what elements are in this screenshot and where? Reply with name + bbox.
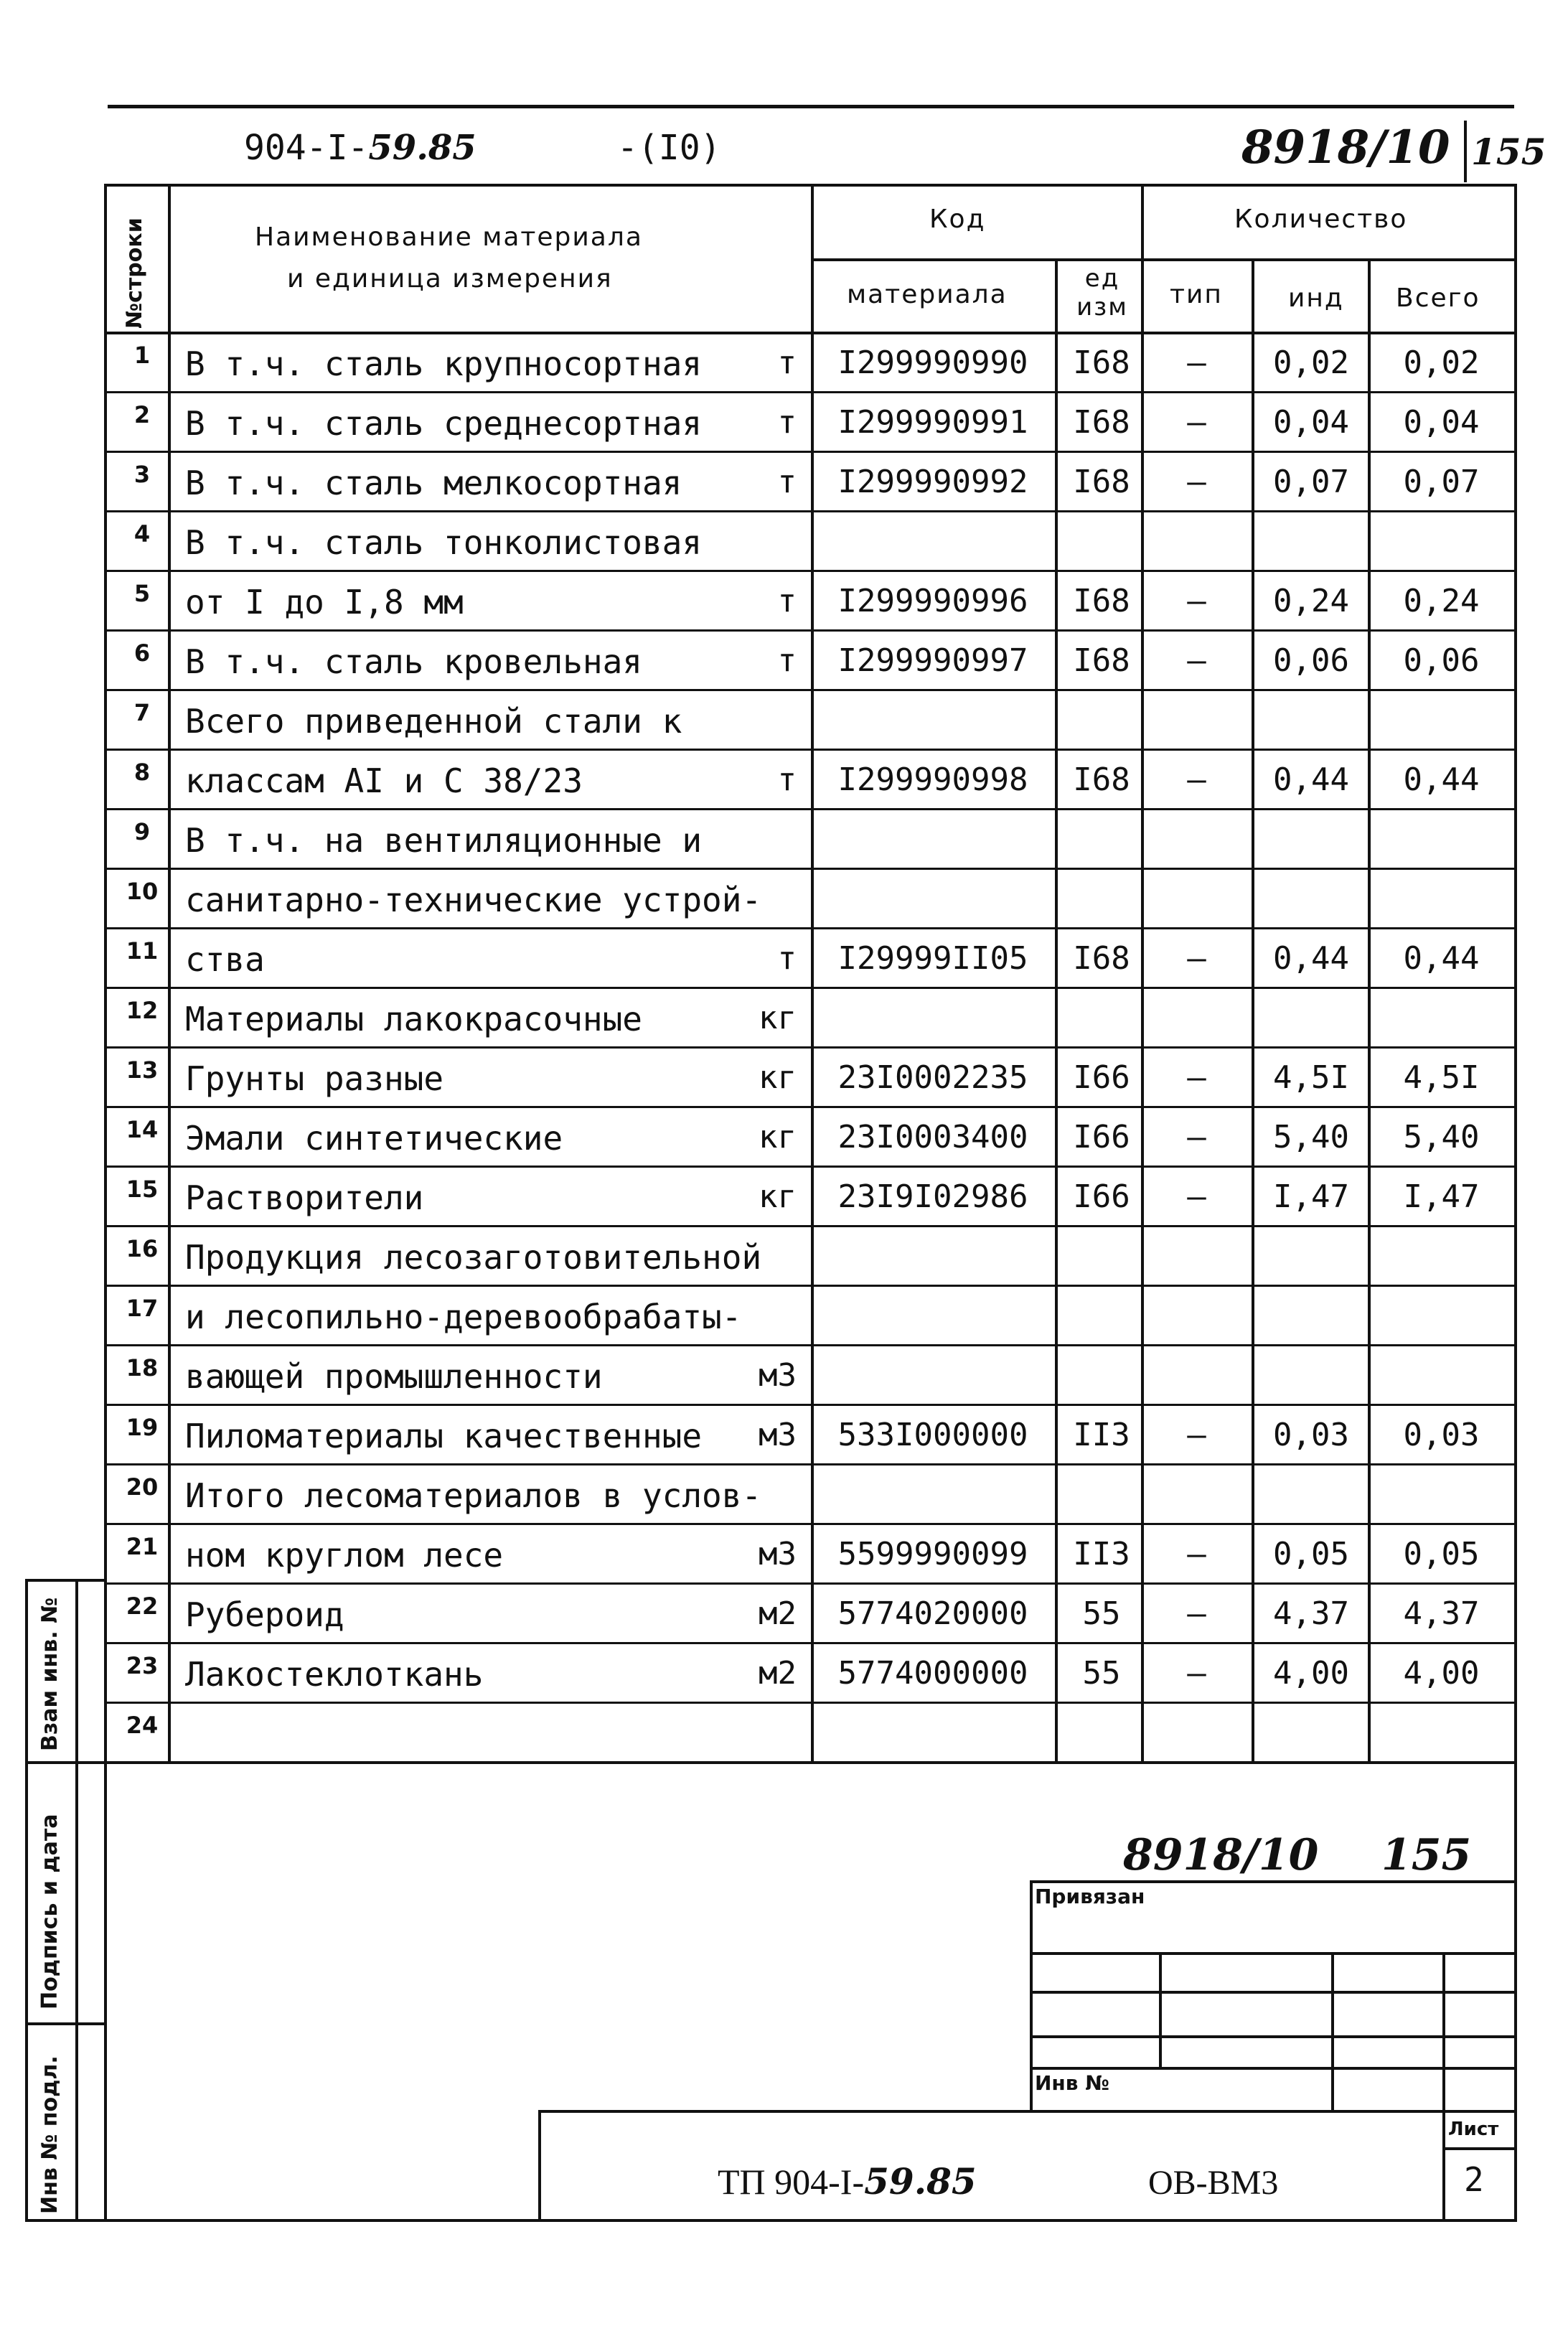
material-code: 5774020000 [837, 1595, 1028, 1632]
row-number: 12 [126, 997, 159, 1024]
material-unit: т [777, 583, 797, 619]
material-name: санитарно-технические устрой- [185, 881, 762, 919]
unit-code: I68 [1073, 583, 1130, 619]
privyazan-top [1030, 1880, 1517, 1883]
top-rule-tick [1464, 121, 1467, 182]
table-right-edge [1514, 184, 1517, 2222]
material-unit: т [777, 344, 797, 381]
qty-total: 4,00 [1403, 1655, 1480, 1692]
side-stamp-left-edge [25, 1579, 28, 2222]
qty-total: 4,5I [1403, 1059, 1480, 1096]
qty-ind: 5,40 [1273, 1119, 1349, 1155]
archive-number: 8918/10 [1241, 121, 1450, 174]
col-header-qty-total: Всего [1396, 283, 1480, 313]
row-rule [104, 1166, 1517, 1168]
row-rule [104, 1344, 1517, 1346]
material-code: I299990992 [837, 464, 1028, 500]
qty-type: – [1187, 761, 1206, 798]
material-name: Итого лесоматериалов в услов- [185, 1476, 762, 1515]
material-name: Пиломатериалы качественные [185, 1417, 703, 1455]
qty-ind: 4,5I [1273, 1059, 1349, 1096]
col-rule-ed [1141, 184, 1144, 1763]
qty-type: – [1187, 404, 1206, 441]
qty-total: 0,44 [1403, 940, 1480, 977]
qty-type: – [1187, 1595, 1206, 1632]
unit-code: I66 [1073, 1119, 1130, 1155]
privyazan-label: Привязан [1035, 1885, 1145, 1908]
qty-total: 0,03 [1403, 1417, 1480, 1453]
row-number: 10 [126, 878, 159, 905]
material-code: 5774000000 [837, 1655, 1028, 1692]
qty-total: 0,06 [1403, 642, 1480, 679]
stamp-top [538, 2110, 1517, 2113]
row-number: 18 [126, 1354, 159, 1382]
unit-code: I68 [1073, 761, 1130, 798]
qty-total: 0,04 [1403, 404, 1480, 441]
qty-total: 0,07 [1403, 464, 1480, 500]
unit-code: I66 [1073, 1059, 1130, 1096]
qty-type: – [1187, 464, 1206, 500]
material-name: В т.ч. сталь среднесортная [185, 404, 703, 443]
material-unit: м3 [759, 1536, 797, 1572]
side-stamp-top [25, 1579, 106, 1582]
col-header-qty-type: тип [1170, 280, 1223, 309]
unit-code: I68 [1073, 642, 1130, 679]
qty-total: 0,05 [1403, 1536, 1480, 1572]
material-code: 23I0003400 [837, 1119, 1028, 1155]
stamp-left [538, 2110, 541, 2221]
row-rule [104, 868, 1517, 870]
row-rule [104, 749, 1517, 751]
row-rule [104, 1582, 1517, 1585]
qty-ind: 0,02 [1273, 344, 1349, 381]
material-name: В т.ч. сталь кровельная [185, 642, 642, 681]
list-left [1442, 2110, 1445, 2221]
material-name: В т.ч. на вентиляционные и [185, 821, 703, 860]
stamp-doc-suffix: ОВ-ВМ3 [1148, 2164, 1279, 2202]
row-number: 19 [126, 1414, 159, 1441]
material-code: I299990996 [837, 583, 1028, 619]
qty-total: I,47 [1403, 1178, 1480, 1215]
material-code: 23I9I02986 [837, 1178, 1028, 1215]
privyazan-col1 [1159, 1952, 1162, 2067]
qty-ind: I,47 [1273, 1178, 1349, 1215]
privyazan-left [1030, 1880, 1033, 2110]
unit-code: I68 [1073, 464, 1130, 500]
table-top [104, 184, 1517, 187]
row-number: 8 [133, 759, 151, 786]
material-name: вающей промышленности [185, 1357, 603, 1396]
material-unit: м2 [759, 1595, 797, 1632]
unit-code: II3 [1073, 1536, 1130, 1572]
doc-code-prefix: 904-I- [244, 128, 369, 168]
side-stamp-div2 [25, 2022, 106, 2025]
row-rule [104, 1702, 1517, 1704]
unit-code: 55 [1082, 1595, 1121, 1632]
material-unit: т [777, 464, 797, 500]
row-rule [104, 1463, 1517, 1465]
qty-type: – [1187, 1119, 1206, 1155]
list-label: Лист [1448, 2119, 1499, 2140]
qty-total: 0,02 [1403, 344, 1480, 381]
side-stamp-inv-podl: Инв № подл. [37, 2055, 62, 2214]
row-number: 6 [133, 639, 151, 667]
qty-ind: 0,05 [1273, 1536, 1349, 1572]
material-name: и лесопильно-деревообрабаты- [185, 1298, 742, 1336]
row-number: 7 [133, 699, 151, 726]
row-rule [104, 927, 1517, 929]
qty-ind: 4,00 [1273, 1655, 1349, 1692]
row-number: 1 [133, 342, 151, 369]
doc-code [244, 128, 476, 168]
row-number: 23 [126, 1652, 159, 1679]
material-unit: м2 [759, 1655, 797, 1692]
qty-type: – [1187, 642, 1206, 679]
qty-ind: 0,06 [1273, 642, 1349, 679]
table-bottom [104, 1761, 1517, 1764]
qty-type: – [1187, 1178, 1206, 1215]
row-rule [104, 1523, 1517, 1525]
material-unit: т [777, 761, 797, 798]
material-name: Лакостеклоткань [185, 1655, 484, 1694]
qty-ind: 0,44 [1273, 761, 1349, 798]
row-number: 17 [126, 1295, 159, 1322]
material-name: В т.ч. сталь крупносортная [185, 344, 703, 383]
col-header-row-no: №строки [122, 217, 147, 329]
qty-type: – [1187, 940, 1206, 977]
unit-code: I68 [1073, 404, 1130, 441]
row-number: 9 [133, 818, 151, 845]
stamp-doc-hand: 59.85 [864, 2160, 977, 2203]
row-rule [104, 1046, 1517, 1049]
qty-type: – [1187, 1536, 1206, 1572]
material-name: Всего приведенной стали к [185, 702, 682, 741]
col-header-qty-ind: инд [1288, 283, 1344, 313]
material-unit: т [777, 404, 797, 441]
row-rule [104, 689, 1517, 691]
stamp-doc-code [718, 2160, 977, 2203]
row-rule [104, 629, 1517, 632]
row-rule [104, 1285, 1517, 1287]
col-rule-code [1055, 258, 1058, 1763]
qty-type: – [1187, 1417, 1206, 1453]
row-number: 3 [133, 461, 151, 488]
qty-type: – [1187, 1059, 1206, 1096]
title-block-hand-page: 155 [1381, 1830, 1472, 1880]
side-stamp-podpis-data: Подпись и дата [37, 1814, 62, 2009]
row-number: 2 [133, 401, 151, 428]
table-left-edge [104, 184, 107, 2222]
qty-type: – [1187, 1655, 1206, 1692]
sheet-bottom [25, 2219, 1517, 2222]
material-unit: м3 [759, 1357, 797, 1394]
list-value: 2 [1464, 2160, 1484, 2199]
row-number: 4 [133, 520, 151, 548]
material-unit: кг [759, 1119, 797, 1155]
qty-ind: 0,03 [1273, 1417, 1349, 1453]
material-code: I299990997 [837, 642, 1028, 679]
qty-type: – [1187, 583, 1206, 619]
material-name: классам AI и C 38/23 [185, 761, 583, 800]
qty-ind: 0,44 [1273, 940, 1349, 977]
row-number: 20 [126, 1473, 159, 1501]
qty-total: 0,24 [1403, 583, 1480, 619]
row-number: 13 [126, 1056, 159, 1084]
material-name: В т.ч. сталь мелкосортная [185, 464, 682, 502]
unit-code: I66 [1073, 1178, 1130, 1215]
material-code: 533I000000 [837, 1417, 1028, 1453]
material-unit: м3 [759, 1417, 797, 1453]
top-rule [108, 105, 1514, 108]
side-stamp-vzam-inv: Взам инв. № [37, 1597, 62, 1751]
qty-total: 5,40 [1403, 1119, 1480, 1155]
unit-code: II3 [1073, 1417, 1130, 1453]
privyazan-col2 [1331, 1952, 1334, 2110]
material-code: 23I0002235 [837, 1059, 1028, 1096]
material-name: Рубероид [185, 1595, 344, 1634]
material-unit: кг [759, 1000, 797, 1036]
header-bottom [104, 332, 1517, 334]
inv-no-label: Инв № [1035, 2071, 1109, 2095]
unit-code: I68 [1073, 344, 1130, 381]
material-name: Продукция лесозаготовительной [185, 1238, 762, 1277]
row-number: 24 [126, 1712, 159, 1739]
col-header-name-line2: и единица измерения [287, 264, 613, 294]
row-rule [104, 1642, 1517, 1644]
material-name: Грунты разные [185, 1059, 444, 1098]
title-block-hand-number: 8918/10 [1123, 1830, 1319, 1880]
col-rule-ind [1368, 258, 1371, 1763]
qty-total: 0,44 [1403, 761, 1480, 798]
row-number: 16 [126, 1235, 159, 1262]
row-rule [104, 391, 1517, 393]
row-rule [104, 987, 1517, 989]
material-name: Растворители [185, 1178, 424, 1217]
qty-ind: 0,24 [1273, 583, 1349, 619]
row-number: 14 [126, 1116, 159, 1143]
row-rule [104, 1404, 1517, 1406]
header-split [811, 258, 1517, 261]
col-rule-tip [1252, 258, 1254, 1763]
row-number: 5 [133, 580, 151, 607]
col-header-quantity: Количество [1234, 205, 1408, 234]
privyazan-col3 [1442, 1952, 1445, 2110]
material-name: от I до I,8 мм [185, 583, 464, 622]
row-rule [104, 570, 1517, 572]
material-name: Эмали синтетические [185, 1119, 563, 1158]
page-number: 155 [1471, 131, 1546, 173]
row-number: 15 [126, 1176, 159, 1203]
col-header-unit-code: ед изм [1076, 264, 1128, 322]
unit-code: 55 [1082, 1655, 1121, 1692]
row-number: 11 [126, 937, 159, 965]
col-header-name-line1: Наименование материала [255, 222, 643, 252]
col-header-code-material: материала [847, 280, 1008, 309]
col-header-code: Код [929, 205, 986, 234]
material-unit: кг [759, 1178, 797, 1215]
material-name: В т.ч. сталь тонколистовая [185, 523, 703, 562]
stamp-doc-prefix: ТП 904-I- [718, 2162, 865, 2202]
material-code: I299990990 [837, 344, 1028, 381]
qty-type: – [1187, 344, 1206, 381]
sheet-marker: -(I0) [617, 128, 721, 168]
qty-ind: 0,04 [1273, 404, 1349, 441]
row-rule [104, 1106, 1517, 1108]
side-stamp-div1 [25, 1761, 106, 1764]
material-code: I29999II05 [837, 940, 1028, 977]
col-rule-num [168, 184, 171, 1763]
material-name: ства [185, 940, 265, 979]
row-number: 22 [126, 1593, 159, 1620]
row-rule [104, 808, 1517, 810]
material-name: ном круглом лесе [185, 1536, 504, 1575]
material-name: Материалы лакокрасочные [185, 1000, 642, 1038]
material-code: I299990998 [837, 761, 1028, 798]
material-unit: т [777, 940, 797, 977]
col-rule-name [811, 184, 814, 1763]
material-unit: кг [759, 1059, 797, 1096]
qty-ind: 0,07 [1273, 464, 1349, 500]
row-rule [104, 451, 1517, 453]
side-stamp-right-edge [75, 1579, 78, 2222]
unit-code: I68 [1073, 940, 1130, 977]
row-rule [104, 510, 1517, 512]
material-code: 5599990099 [837, 1536, 1028, 1572]
row-rule [104, 1225, 1517, 1227]
material-code: I299990991 [837, 404, 1028, 441]
row-number: 21 [126, 1533, 159, 1560]
qty-total: 4,37 [1403, 1595, 1480, 1632]
material-unit: т [777, 642, 797, 679]
qty-ind: 4,37 [1273, 1595, 1349, 1632]
list-split [1442, 2147, 1517, 2150]
doc-code-hand: 59.85 [368, 128, 476, 168]
